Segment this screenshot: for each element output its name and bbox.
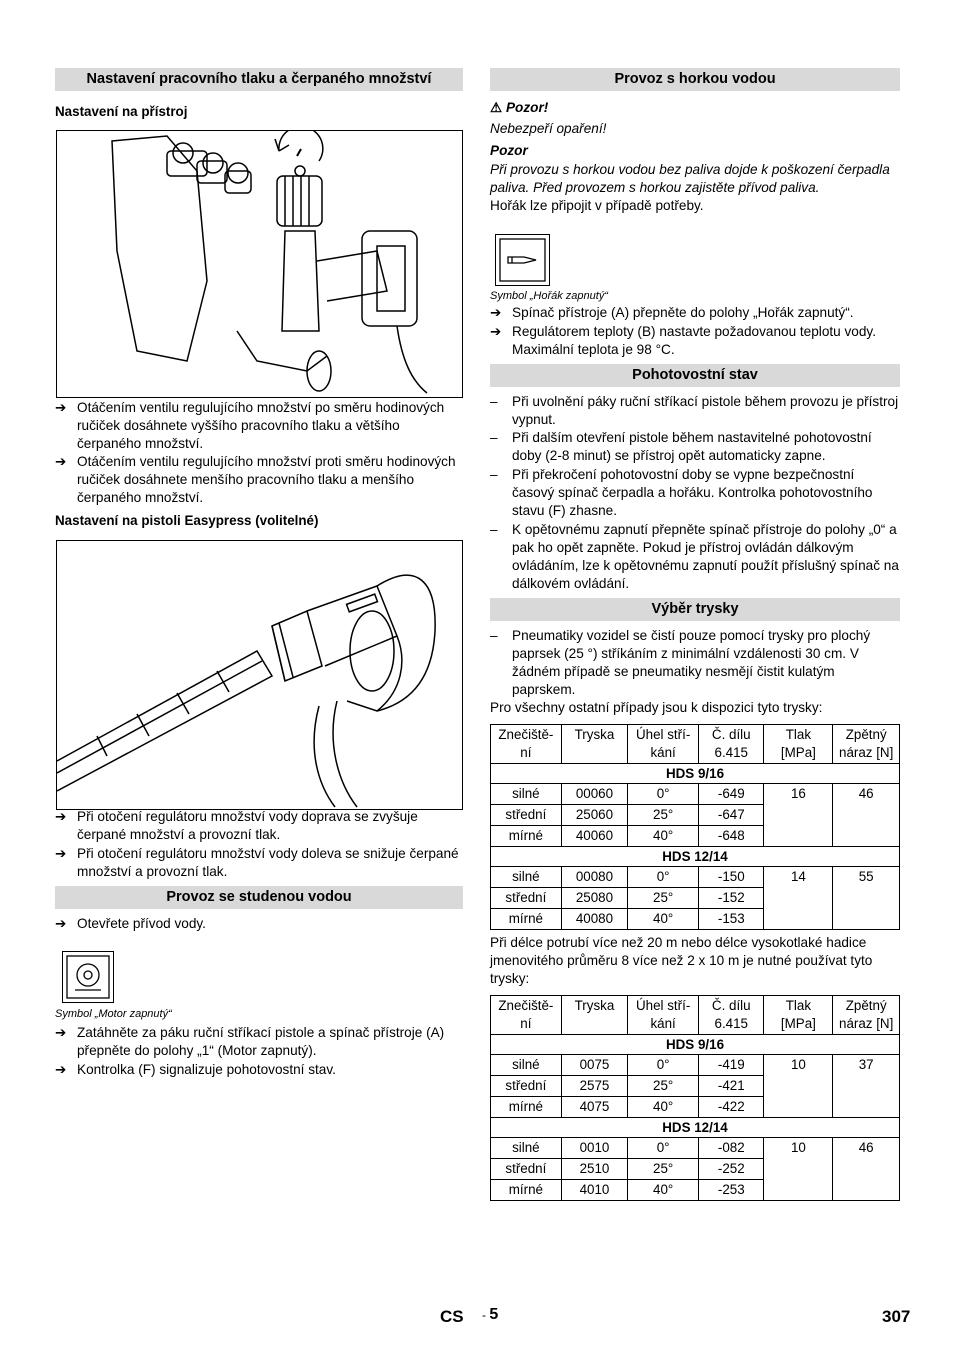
table-cell: -649 <box>699 784 764 805</box>
list-item: ➔ Při otočení regulátoru množství vody doleva se snižuje čerpané množství a provozní tlak. <box>55 846 459 879</box>
list-item: – Pneumatiky vozidel se čistí pouze pomocí trysky pro plochý paprsek (25 °) stříkáním z minimální vzdálenosti 30 cm. V žádném případě se pneumatiky nesmějí čistit kulatým paprskem. <box>490 628 871 697</box>
burner-note: Hořák lze připojit v případě potřeby. <box>490 198 704 213</box>
table-cell: -419 <box>699 1055 764 1076</box>
arrow-right-icon: ➔ <box>55 809 67 824</box>
table-header-cell: Zpětný náraz [N] <box>833 996 900 1035</box>
table-header-cell: Tryska <box>561 725 627 764</box>
motor-symbol-caption: Symbol „Motor zapnutý“ <box>55 1008 172 1020</box>
table-cell: střední <box>491 1076 562 1097</box>
table-cell: střední <box>491 805 562 826</box>
table-cell: -252 <box>699 1159 764 1180</box>
arrow-right-icon: ➔ <box>490 324 502 339</box>
table-header-cell: Tlak [MPa] <box>764 996 833 1035</box>
warning-heading: ⚠ Pozor! <box>490 100 549 115</box>
table-cell: 25° <box>628 1159 699 1180</box>
table-cell: 00060 <box>561 784 627 805</box>
table-cell-recoil: 55 <box>833 867 900 930</box>
table-cell: 40° <box>628 1180 699 1201</box>
section-title-hot-water: Provoz s horkou vodou <box>490 68 900 91</box>
table-cell: 40° <box>628 826 699 847</box>
list-item: ➔ Zatáhněte za páku ruční stříkací pistole a spínač přístroje (A) přepněte do polohy „1“ (Motor zapnutý). <box>55 1025 445 1058</box>
table-group-row <box>491 1035 900 1055</box>
table-group-label: HDS 12/14 <box>491 1118 900 1138</box>
list-item: ➔ Otáčením ventilu regulujícího množství proti směru hodinových ručiček dosáhnete menšího pracovního tlaku a menšího čerpaného množství. <box>55 454 456 505</box>
nozzle-table-standard <box>490 724 900 930</box>
table-cell-pressure: 10 <box>764 1138 833 1201</box>
table-group-label: HDS 9/16 <box>491 1035 900 1055</box>
table-cell: 40° <box>628 909 699 930</box>
burner-on-symbol <box>495 234 550 286</box>
table-header-cell: Znečiště-ní <box>491 725 562 764</box>
table-cell-pressure: 10 <box>764 1055 833 1118</box>
list-item: ➔ Regulátorem teploty (B) nastavte požadovanou teplotu vody. Maximální teplota je 98 °C. <box>490 324 876 357</box>
table-cell: -152 <box>699 888 764 909</box>
table-header-cell: Zpětný náraz [N] <box>833 725 900 764</box>
table-row <box>491 1055 900 1076</box>
table-cell: 0075 <box>561 1055 627 1076</box>
table-row <box>491 1138 900 1159</box>
table-cell: silné <box>491 1055 562 1076</box>
table-cell: 25° <box>628 1076 699 1097</box>
table-cell: -421 <box>699 1076 764 1097</box>
section-title-nozzle: Výběr trysky <box>490 598 900 621</box>
table-header-cell: Úhel stří-kání <box>628 996 699 1035</box>
table-cell: mírné <box>491 826 562 847</box>
table-cell: 2510 <box>561 1159 627 1180</box>
table-cell: 25080 <box>561 888 627 909</box>
table-group-label: HDS 12/14 <box>491 847 900 867</box>
caution-text: Při provozu s horkou vodou bez paliva dojde k poškození čerpadla paliva. Před provozem s horkou zajistěte přívod paliva. <box>490 162 890 195</box>
table-cell: -150 <box>699 867 764 888</box>
table-cell: 2575 <box>561 1076 627 1097</box>
list-item: – Při uvolnění páky ruční stříkací pistole během provozu je přístroj vypnut. <box>490 394 899 427</box>
list-item: ➔ Spínač přístroje (A) přepněte do polohy „Hořák zapnutý“. <box>490 305 854 320</box>
table-cell-pressure: 16 <box>764 784 833 847</box>
table-cell: 0° <box>628 867 699 888</box>
table-cell: 25060 <box>561 805 627 826</box>
table-cell: střední <box>491 1159 562 1180</box>
table-cell: 25° <box>628 888 699 909</box>
table-cell: -153 <box>699 909 764 930</box>
list-item: – Při překročení pohotovostní doby se vypne bezpečnostní časový spínač čerpadla a hořáku. Kontrolka pohotovostního stavu (F) zhasne. <box>490 467 873 518</box>
table-cell: -253 <box>699 1180 764 1201</box>
table-cell-recoil: 46 <box>833 1138 900 1201</box>
arrow-right-icon: ➔ <box>55 916 67 931</box>
table-cell: 0010 <box>561 1138 627 1159</box>
section-page: - 5 <box>482 1306 499 1323</box>
subheading-device: Nastavení na přístroj <box>55 104 188 119</box>
table-cell: 0° <box>628 1138 699 1159</box>
table-cell: střední <box>491 888 562 909</box>
arrow-right-icon: ➔ <box>55 400 67 415</box>
list-item: – K opětovnému zapnutí přepněte spínač přístroje do polohy „0“ a pak ho opět zapněte. Pokud je přístroj ovládán dálkovým ovládáním, lze k opětovnému zapnutí použít příslušný spínač na dálkovém ovládání. <box>490 522 899 591</box>
subheading-easypress: Nastavení na pistoli Easypress (volitelné) <box>55 513 319 528</box>
table-cell: silné <box>491 784 562 805</box>
section-title-pressure: Nastavení pracovního tlaku a čerpaného množství <box>55 68 463 91</box>
table-cell: -648 <box>699 826 764 847</box>
nozzle-intro: Pro všechny ostatní případy jsou k dispozici tyto trysky: <box>490 700 823 715</box>
section-title-standby: Pohotovostní stav <box>490 364 900 387</box>
table-cell: mírné <box>491 1097 562 1118</box>
table-header-cell: Znečiště-ní <box>491 996 562 1035</box>
table-cell-pressure: 14 <box>764 867 833 930</box>
motor-on-symbol <box>62 951 114 1003</box>
table-cell: 40080 <box>561 909 627 930</box>
table-cell: 40060 <box>561 826 627 847</box>
spray-gun-illustration <box>56 540 463 810</box>
table-cell: silné <box>491 1138 562 1159</box>
arrow-right-icon: ➔ <box>490 305 502 320</box>
arrow-right-icon: ➔ <box>55 1025 67 1040</box>
list-item: ➔ Při otočení regulátoru množství vody doprava se zvyšuje čerpané množství a provozní tlak. <box>55 809 418 842</box>
table-cell: -647 <box>699 805 764 826</box>
list-item: ➔ Otáčením ventilu regulujícího množství po směru hodinových ručiček dosáhnete vyššího pracovního tlaku a většího čerpaného množství. <box>55 400 445 451</box>
table-group-row <box>491 1118 900 1138</box>
burner-symbol-caption: Symbol „Hořák zapnutý“ <box>490 290 608 302</box>
table-cell: 4010 <box>561 1180 627 1201</box>
table-cell-recoil: 37 <box>833 1055 900 1118</box>
long-hose-note: Při délce potrubí více než 20 m nebo délce vysokotlaké hadice jmenovitého průměru 8 více než 2 x 10 m je nutné používat tyto trysky: <box>490 935 873 986</box>
table-group-label: HDS 9/16 <box>491 764 900 784</box>
table-header-row <box>491 725 900 764</box>
table-cell: -082 <box>699 1138 764 1159</box>
caution-heading: Pozor <box>490 143 528 158</box>
section-title-cold-water: Provoz se studenou vodou <box>55 886 463 909</box>
page-number: 307 <box>882 1307 911 1326</box>
table-cell: mírné <box>491 909 562 930</box>
warning-text: Nebezpeří opaření! <box>490 121 607 136</box>
nozzle-table-long-hose <box>490 995 900 1201</box>
table-cell: 00080 <box>561 867 627 888</box>
warning-triangle-icon: ⚠ <box>490 100 503 115</box>
table-cell: mírné <box>491 1180 562 1201</box>
arrow-right-icon: ➔ <box>55 846 67 861</box>
table-header-cell: Úhel stří-kání <box>628 725 699 764</box>
list-item: – Při dalším otevření pistole během nastavitelné pohotovostní doby (2-8 minut) se přístroj opět automaticky zapne. <box>490 430 872 463</box>
table-cell: 0° <box>628 1055 699 1076</box>
table-row <box>491 867 900 888</box>
table-header-cell: Tryska <box>561 996 627 1035</box>
table-row <box>491 784 900 805</box>
table-header-cell: Č. dílu 6.415 <box>699 725 764 764</box>
list-item: ➔ Otevřete přívod vody. <box>55 916 206 931</box>
table-cell: -422 <box>699 1097 764 1118</box>
table-header-cell: Tlak [MPa] <box>764 725 833 764</box>
table-group-row <box>491 764 900 784</box>
table-cell: silné <box>491 867 562 888</box>
valve-illustration <box>56 130 463 398</box>
list-item: ➔ Kontrolka (F) signalizuje pohotovostní stav. <box>55 1062 336 1077</box>
table-cell: 40° <box>628 1097 699 1118</box>
table-group-row <box>491 847 900 867</box>
table-cell: 4075 <box>561 1097 627 1118</box>
table-cell: 25° <box>628 805 699 826</box>
arrow-right-icon: ➔ <box>55 454 67 469</box>
arrow-right-icon: ➔ <box>55 1062 67 1077</box>
table-cell: 0° <box>628 784 699 805</box>
table-header-cell: Č. dílu 6.415 <box>699 996 764 1035</box>
table-header-row <box>491 996 900 1035</box>
language-code: CS <box>440 1307 464 1326</box>
table-cell-recoil: 46 <box>833 784 900 847</box>
